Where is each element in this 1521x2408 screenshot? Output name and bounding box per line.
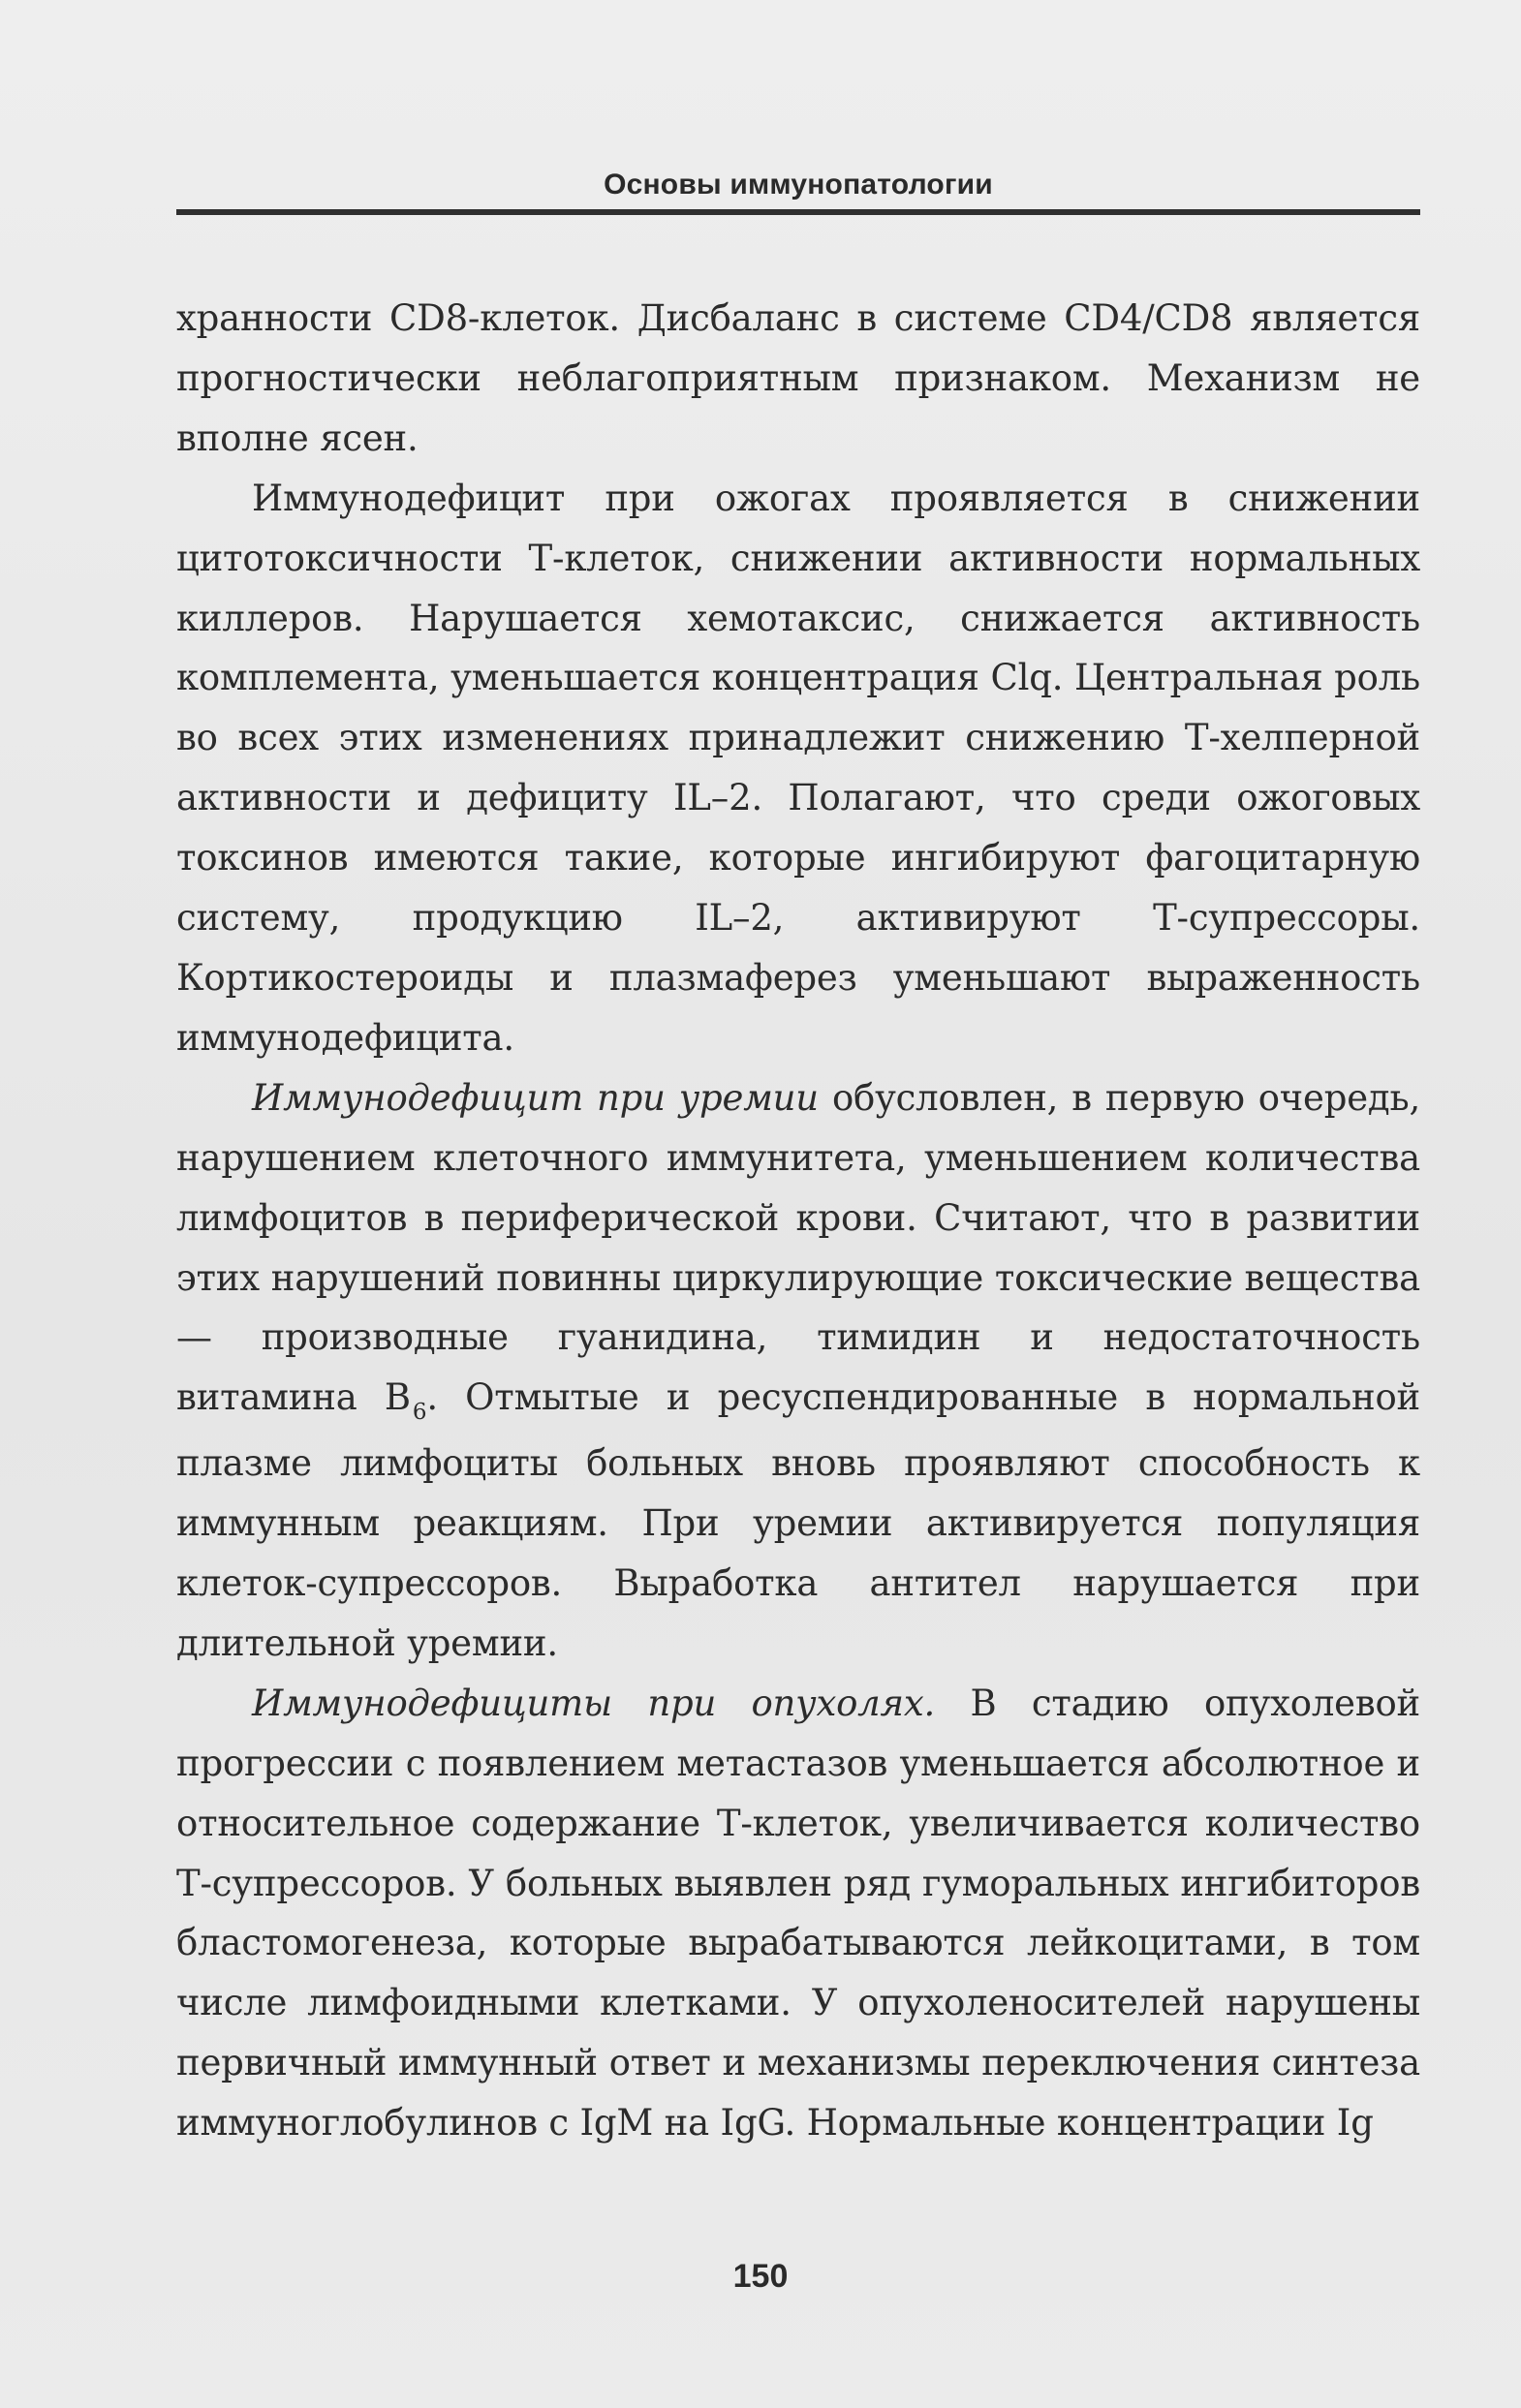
running-title: Основы иммунопатологии	[604, 169, 993, 201]
page-header	[176, 163, 1420, 215]
paragraph-2	[176, 469, 1420, 1068]
paragraph-3-italic-heading: Иммунодефицит при уремии	[252, 1076, 819, 1119]
paragraph-3-text-part-1: обусловлен, в первую очередь, нарушением клеточного иммунитета, уменьшением количества лимфоцитов в периферической крови. Считают, что в развитии этих нарушений повинны циркулирующие токсические вещества — производные гуанидина, тимидин и недостаточность витамина B	[176, 1076, 1421, 1419]
paragraph-1	[176, 289, 1420, 469]
paragraph-4-italic-heading: Иммунодефициты при опухолях.	[252, 1682, 936, 1724]
paragraph-2-text: Иммунодефицит при ожогах проявляется в снижении цитотоксичности Т-клеток, снижении активности нормальных киллеров. Нарушается хемотаксис, снижается активность комплемента, уменьшается концентрация Clq. Центральная роль во всех этих изменениях принадлежит снижению Т-хелперной активности и дефициту IL–2. Полагают, что среди ожоговых токсинов имеются такие, которые ингибируют фагоцитарную систему, продукцию IL–2, активируют Т-супрессоры. Кортикостероиды и плазмаферез уменьшают выраженность иммунодефицита.	[176, 477, 1420, 1059]
paragraph-1-text: хранности CD8-клеток. Дисбаланс в системе CD4/CD8 является прогностически неблагоприятным признаком. Механизм не вполне ясен.	[176, 297, 1420, 459]
main-text	[176, 289, 1420, 2153]
paragraph-3-text-part-2: . Отмытые и ресуспендированные в нормальной плазме лимфоциты больных вновь проявляют способность к иммунным реакциям. При уремии активируется популяция клеток-супрессоров. Выработка антител нарушается при длительной уремии.	[176, 1376, 1420, 1664]
paragraph-4	[176, 1674, 1420, 2153]
page-number: 150	[732, 2258, 789, 2295]
paragraph-4-text: В стадию опухолевой прогрессии с появлением метастазов уменьшается абсолютное и относительное содержание Т-клеток, увеличивается количество Т-супрессоров. У больных выявлен ряд гуморальных ингибиторов бластомогенеза, которые вырабатываются лейкоцитами, в том числе лимфоидными клетками. У опухоленосителей нарушены первичный иммунный ответ и механизмы переключения синтеза иммуноглобулинов с IgM на IgG. Нормальные концентрации Ig	[176, 1682, 1420, 2145]
paragraph-3	[176, 1068, 1420, 1674]
vitamin-subscript: 6	[412, 1400, 427, 1426]
